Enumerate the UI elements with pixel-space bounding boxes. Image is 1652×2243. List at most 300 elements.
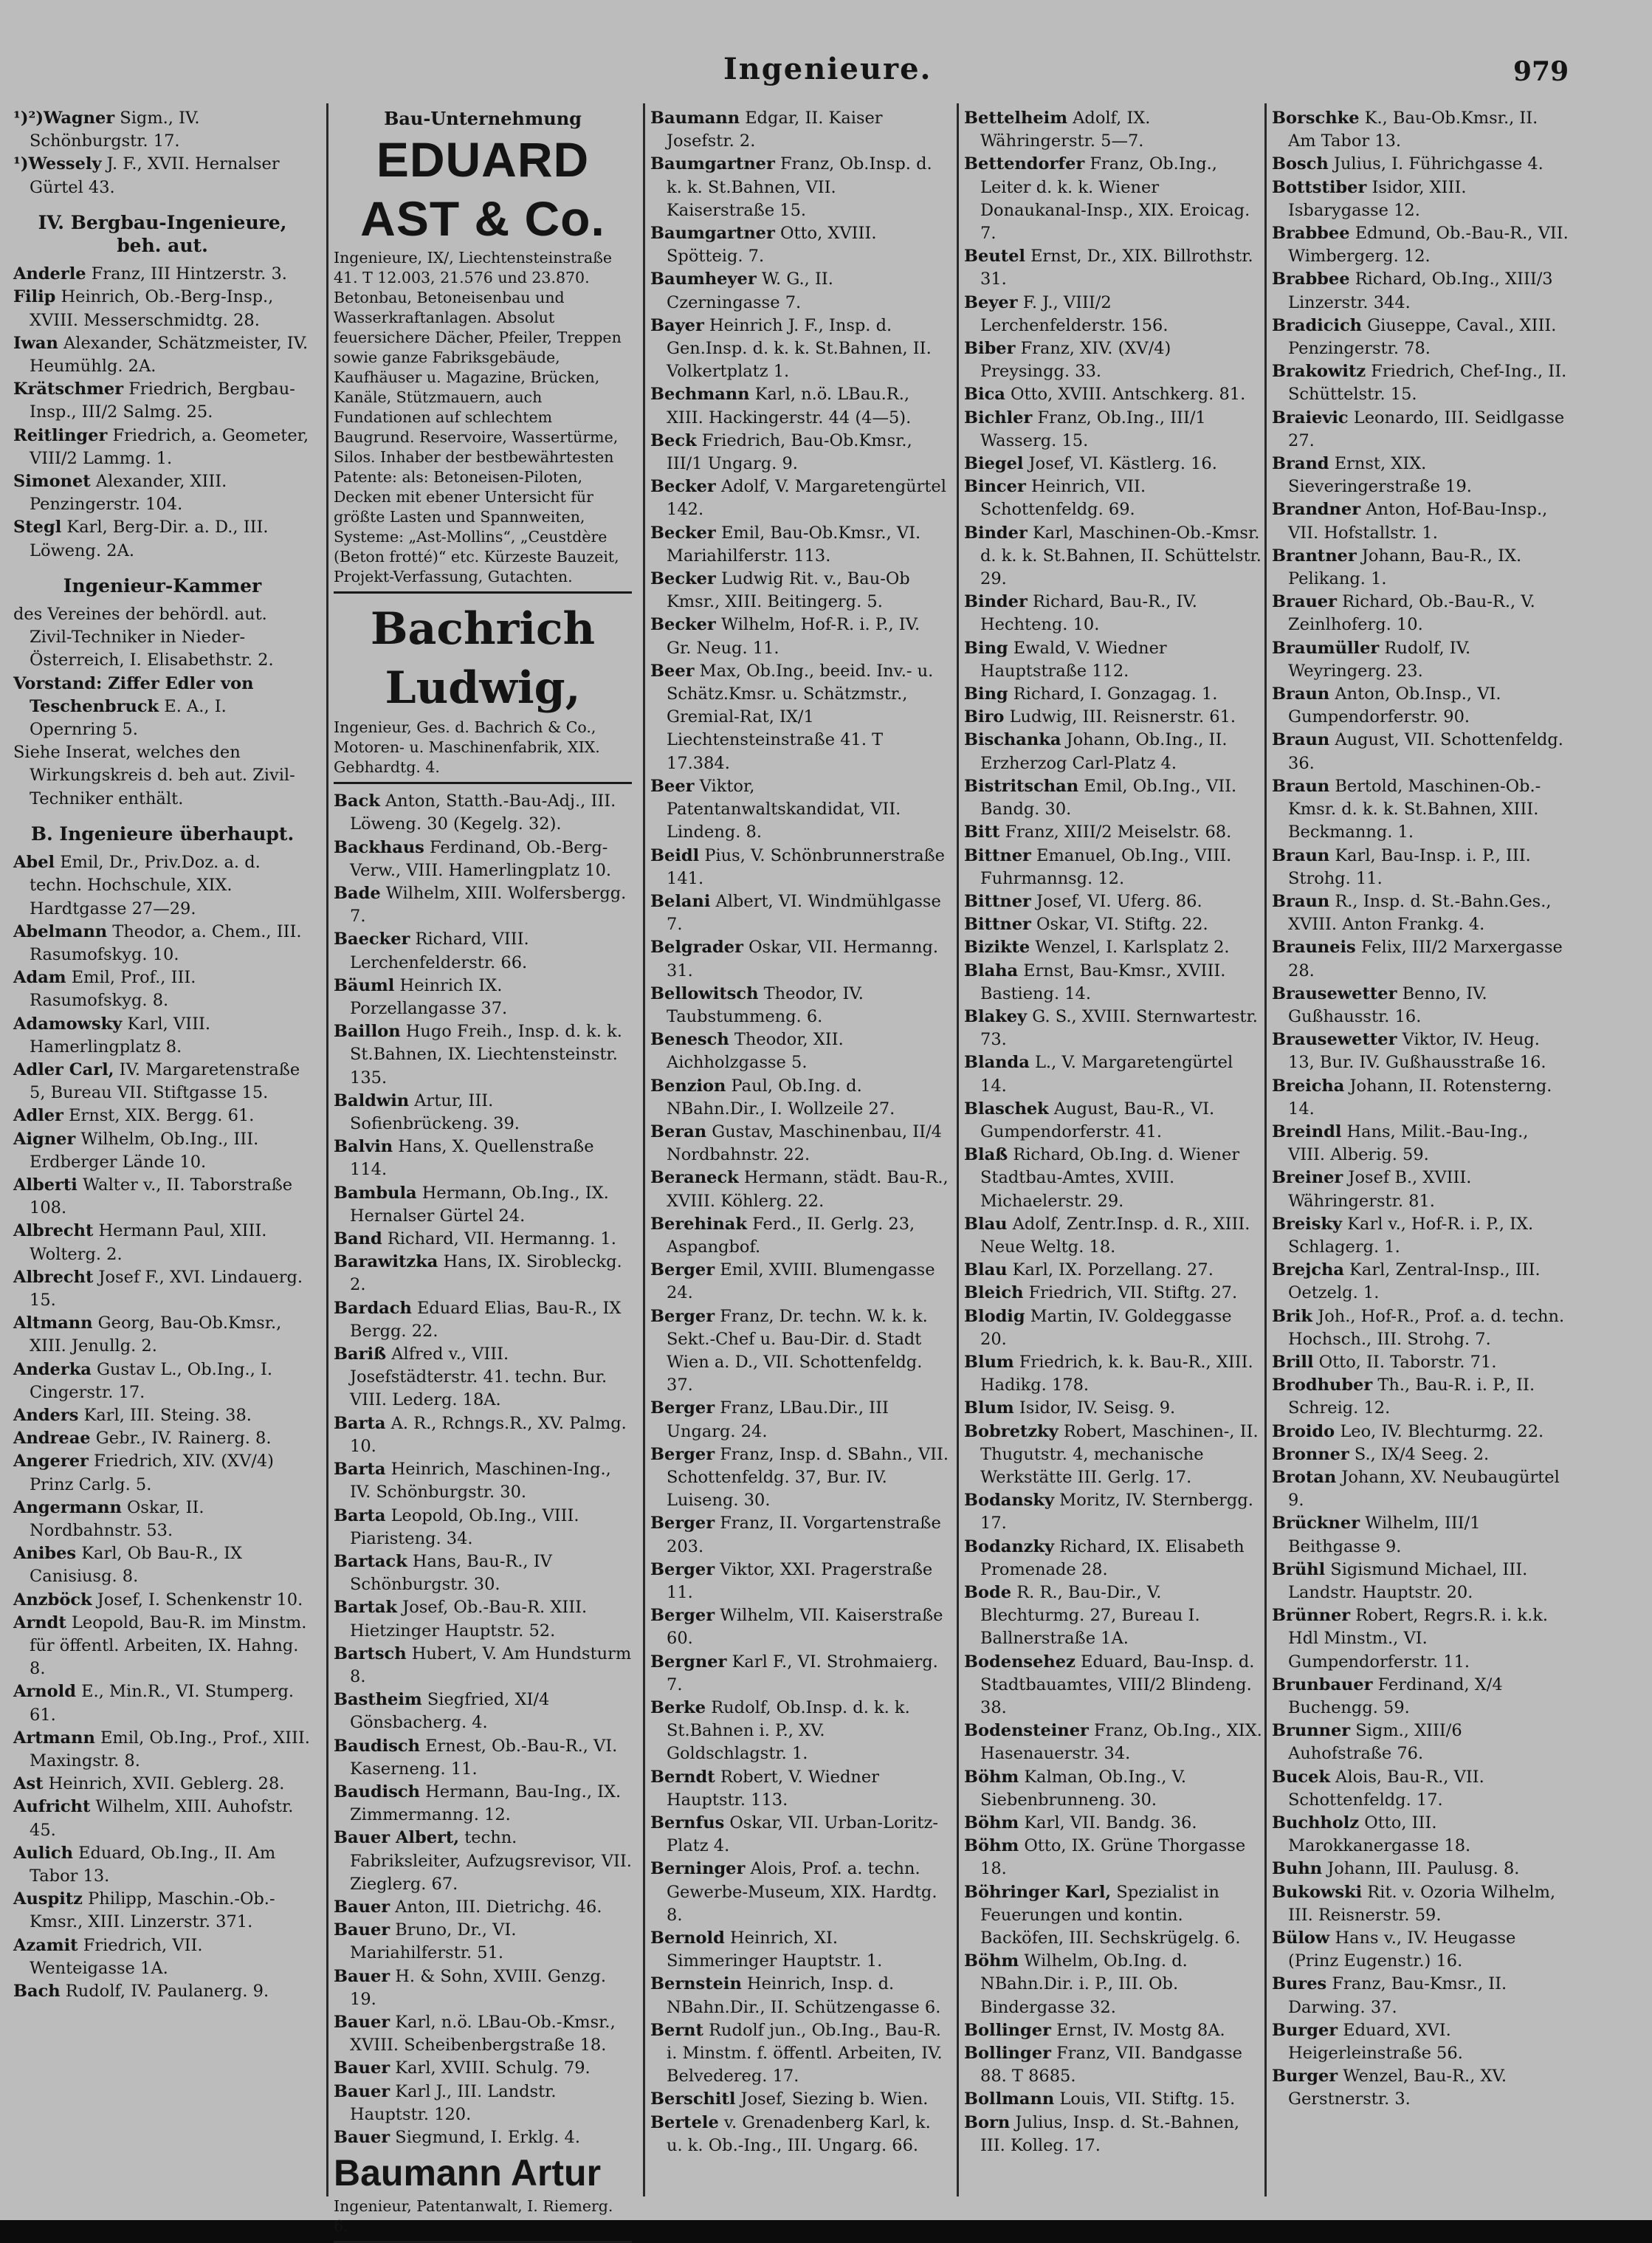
entry-details: Eduard Elias, Bau-R., IX Bergg. 22. — [350, 1298, 622, 1341]
entry-name: Becker — [650, 615, 716, 635]
directory-entry — [13, 1497, 312, 1542]
entry-name: Bitt — [964, 822, 1000, 842]
entry-name: Brantner — [1272, 546, 1357, 566]
entry-details: Ludwig, III. Reisnerstr. 61. — [1004, 707, 1236, 727]
entry-name: Bollmann — [964, 2089, 1055, 2109]
entry-name: Baumgartner — [650, 224, 775, 244]
entry-name: Brünner — [1272, 1606, 1351, 1626]
directory-entry — [650, 614, 949, 659]
entry-name: Bäuml — [334, 975, 395, 995]
entry-details: Benno, IV. Gußhausstr. 16. — [1288, 983, 1487, 1026]
entry-details: Giuseppe, Caval., XIII. Penzingerstr. 78. — [1288, 315, 1557, 359]
entry-name: Bronner — [1272, 1444, 1349, 1464]
entry-name: Bures — [1272, 1974, 1327, 1994]
entry-name: Bukowski — [1272, 1882, 1363, 1902]
entry-details: E. A., I. Opernring 5. — [30, 696, 227, 740]
entry-details: Isidor, XIII. Isbarygasse 12. — [1288, 177, 1467, 220]
directory-entry — [1272, 1028, 1570, 1074]
directory-entry — [964, 2019, 1262, 2042]
entry-details: Ewald, V. Wiedner Hauptstraße 112. — [980, 638, 1167, 681]
entry-details: Viktor, Patentanwaltskandidat, VII. Lindeng. 8. — [667, 776, 901, 842]
entry-name: Brabbee — [1272, 269, 1350, 289]
directory-entry — [13, 1589, 312, 1612]
entry-name: Baillon — [334, 1022, 401, 1042]
directory-entry — [1272, 775, 1570, 845]
entry-details: Oskar, VII. Urban-Loritz-Platz 4. — [667, 1813, 938, 1856]
entry-name: Borschke — [1272, 109, 1360, 128]
entry-details: Philipp, Maschin.-Ob.-Kmsr., XIII. Linzerstr. 371. — [30, 1889, 275, 1932]
entry-details: Edmund, Ob.-Bau-R., VII. Wimbergerg. 12. — [1288, 224, 1569, 267]
entry-details: Leo, IV. Blechturmg. 22. — [1335, 1421, 1544, 1441]
directory-entry — [650, 475, 949, 521]
directory-entry — [1272, 1213, 1570, 1259]
entry-name: Breisky — [1272, 1214, 1343, 1234]
entry-details: Franz, Insp. d. SBahn., VII. Schottenfeldg. 37, Bur. IV. Luiseng. 30. — [667, 1444, 949, 1511]
entry-details: J. F., XVII. Hernalser Gürtel 43. — [30, 154, 280, 197]
entry-name: Berschitl — [650, 2089, 736, 2109]
entry-name: Bardach — [334, 1298, 412, 1318]
entry-details: Karl J., III. Landstr. Hauptstr. 120. — [350, 2081, 557, 2124]
directory-entry — [964, 890, 1262, 913]
entry-name: Berger — [650, 1606, 715, 1626]
entry-name: Angermann — [13, 1497, 122, 1517]
entry-name: Bradicich — [1272, 315, 1363, 335]
directory-entry — [334, 1505, 632, 1550]
entry-details: Gustav, Maschinenbau, II/4 Nordbahnstr. 22. — [667, 1122, 942, 1165]
entry-name: Bartak — [334, 1598, 398, 1618]
entry-name: Brühl — [1272, 1559, 1326, 1579]
directory-entry — [1272, 936, 1570, 982]
entry-details: Richard, Bau-R., IV. Hechteng. 10. — [980, 592, 1197, 635]
directory-entry — [964, 522, 1262, 591]
directory-entry — [650, 2112, 949, 2157]
directory-entry — [650, 1075, 949, 1121]
entry-details: Ernst, Bau-Kmsr., XVIII. Bastieng. 14. — [980, 961, 1226, 1003]
entry-details: Robert, Regrs.R. i. k.k. Hdl Minstm., VI. Gumpendorferstr. 11. — [1288, 1606, 1549, 1672]
directory-entry — [13, 1358, 312, 1404]
entry-name: Albrecht — [13, 1267, 94, 1287]
ad-name: Baumann Artur — [334, 2152, 602, 2194]
entry-details: Spezialist in Feuerungen und kontin. Backöfen, III. Sechskrügelg. 6. — [980, 1882, 1241, 1948]
directory-entry — [964, 1213, 1262, 1259]
entry-name: Bollinger — [964, 2044, 1051, 2064]
entry-details: Franz, XIII/2 Meiselstr. 68. — [999, 822, 1232, 842]
directory-entry — [964, 821, 1262, 844]
advertisement-baumann — [334, 2149, 632, 2243]
entry-details: A. R., Rchngs.R., XV. Palmg. 10. — [350, 1413, 627, 1456]
entry-details: Sigm., IV. Schönburgstr. 17. — [30, 109, 200, 151]
directory-entry — [13, 1220, 312, 1265]
entry-name: Bosch — [1272, 154, 1329, 174]
ad-name: Bachrich Ludwig, — [370, 603, 596, 715]
directory-entry — [650, 1028, 949, 1074]
entry-name: Bodensehez — [964, 1652, 1075, 1672]
directory-entry — [964, 2088, 1262, 2111]
entry-name: Blaschek — [964, 1099, 1049, 1119]
entry-name: Böhringer Karl, — [964, 1882, 1112, 1902]
entry-details: Hans, IX. Sirobleckg. 2. — [350, 1252, 622, 1295]
directory-column-2 — [334, 107, 632, 2236]
directory-entry — [1272, 1512, 1570, 1558]
entry-name: Bincer — [964, 477, 1026, 497]
directory-entry — [650, 936, 949, 982]
entry-name: Abelmann — [13, 921, 108, 941]
directory-entry — [964, 453, 1262, 475]
entry-details: Wenzel, Bau-R., XV. Gerstnerstr. 3. — [1288, 2067, 1507, 2109]
entry-details: Oskar, VI. Stiftg. 22. — [1030, 915, 1208, 935]
directory-entry — [650, 315, 949, 384]
directory-entry — [13, 1266, 312, 1312]
entry-name: Brausewetter — [1272, 983, 1397, 1003]
ad-text: Ingenieure, IX/, Liechtensteinstraße 41. T 12.003, 21.576 und 23.870. Betonbau, Betoneisenbau und Wasserkraftanlagen. Absolut feuersichere Dächer, Pfeiler, Treppen sowie ganze Fabriksgebäude, Kaufhäuser u. Magazine, Brücken, Kanäle, Stützmauern, auch Fundationen auf schlechtem Baugrund. Reservoire, Wassertürme, Silos. Inhaber der bestbewährtesten Patente: als: Betoneisen-Piloten, Decken mit ebener Untersicht für größte Lasten und Spannweiten, Systeme: „Ast-Mollins“, „Ceustdère (Beton frotté)“ etc. Kürzeste Bauzeit, Projekt-Verfassung, Gutachten. — [334, 249, 622, 586]
directory-entry — [650, 1443, 949, 1513]
entry-details: Wilhelm, Hof-R. i. P., IV. Gr. Neug. 11. — [667, 615, 920, 658]
entry-name: Beidl — [650, 845, 700, 865]
entry-details: Robert, Maschinen-, II. Thugutstr. 4, mechanische Werkstätte III. Gerlg. 17. — [980, 1421, 1259, 1487]
entry-name: Binder — [964, 592, 1028, 612]
column-rule — [957, 103, 959, 2196]
entry-name: Braun — [1272, 684, 1330, 704]
directory-entry — [334, 2126, 632, 2149]
directory-entry — [334, 1297, 632, 1343]
entry-name: Barta — [334, 1505, 386, 1525]
entry-name: Brik — [1272, 1306, 1313, 1326]
directory-entry — [650, 1927, 949, 1973]
directory-entry — [964, 1282, 1262, 1305]
entry-name: Balvin — [334, 1137, 393, 1157]
section-heading: IV. Bergbau-Ingenieure, beh. aut. — [38, 211, 287, 257]
entry-details: Louis, VII. Stiftg. 15. — [1054, 2089, 1236, 2109]
entry-details: Hermann, städt. Bau-R., XVIII. Köhlerg. 22. — [667, 1168, 949, 1211]
entry-details: Hugo Freih., Insp. d. k. k. St.Bahnen, IX. Liechtensteinstr. 135. — [350, 1022, 622, 1088]
entry-name: Baldwin — [334, 1090, 410, 1110]
entry-name: Albrecht — [13, 1221, 94, 1241]
entry-name: Berger — [650, 1398, 715, 1418]
entry-details: Eduard, Bau-Insp. d. Stadtbauamtes, VIII/2 Blindeng. 38. — [980, 1652, 1255, 1718]
entry-name: Blaha — [964, 961, 1019, 980]
entry-name: ¹)Wessely — [13, 154, 102, 174]
entry-name: Brückner — [1272, 1514, 1360, 1533]
directory-entry — [1272, 1305, 1570, 1351]
entry-name: Beraneck — [650, 1168, 739, 1188]
entry-name: Broido — [1272, 1421, 1335, 1441]
entry-name: Brunner — [1272, 1721, 1351, 1741]
entry-details: Heinrich, Ob.-Berg-Insp., XVIII. Messerschmidtg. 28. — [30, 287, 274, 330]
directory-entry — [1272, 1766, 1570, 1812]
directory-entry — [1272, 360, 1570, 406]
entry-name: Vorstand: Ziffer Edler von Teschenbruck — [13, 673, 254, 716]
directory-entry — [964, 637, 1262, 683]
entry-details: Heinrich, VII. Schottenfeldg. 69. — [980, 477, 1146, 520]
entry-details: Richard, Ob.-Bau-R., V. Zeinlhoferg. 10. — [1288, 592, 1535, 635]
directory-entry — [13, 851, 312, 921]
entry-name: Bischanka — [964, 730, 1061, 750]
entry-name: Berger — [650, 1260, 715, 1280]
entry-name: Beer — [650, 776, 695, 796]
entry-details: Richard, VIII. Lerchenfelderstr. 66. — [350, 930, 529, 972]
directory-entry — [650, 2019, 949, 2089]
entry-details: Karl, Ob Bau-R., IX Canisiusg. 8. — [30, 1544, 243, 1587]
directory-entry — [964, 775, 1262, 821]
page-number: 979 — [1513, 56, 1569, 87]
directory-entry — [964, 683, 1262, 706]
directory-entry — [964, 845, 1262, 890]
directory-entry — [334, 1689, 632, 1734]
entry-name: Breiner — [1272, 1168, 1343, 1188]
entry-name: Buchholz — [1272, 1813, 1360, 1833]
entry-details: Edgar, II. Kaiser Josefstr. 2. — [667, 109, 883, 151]
entry-details: Alois, Bau-R., VII. Schottenfeldg. 17. — [1288, 1767, 1484, 1810]
entry-details: Hermann, Bau-Ing., IX. Zimmermanng. 12. — [350, 1782, 622, 1825]
entry-details: Karl v., Hof-R. i. P., IX. Schlagerg. 1. — [1288, 1214, 1534, 1257]
entry-name: Belgrader — [650, 938, 743, 958]
entry-name: ¹)²)Wagner — [13, 109, 115, 128]
entry-details: Gustav L., Ob.Ing., I. Cingerstr. 17. — [30, 1359, 273, 1402]
entry-name: Bittner — [964, 845, 1031, 865]
entry-name: Burger — [1272, 2020, 1338, 2040]
entry-details: Anton, Ob.Insp., VI. Gumpendorferstr. 90. — [1288, 684, 1501, 727]
entry-name: Becker — [650, 569, 716, 589]
entry-name: Benzion — [650, 1076, 726, 1096]
entry-name: Baecker — [334, 930, 410, 949]
entry-details: Josef B., XVIII. Währingerstr. 81. — [1288, 1168, 1472, 1211]
entry-name: Benesch — [650, 1030, 729, 1050]
directory-entry — [334, 1090, 632, 1136]
entry-details: Emil, Ob.Ing., VII. Bandg. 30. — [980, 776, 1237, 820]
directory-entry — [334, 790, 632, 836]
entry-name: Ast — [13, 1774, 44, 1794]
entry-name: Blaß — [964, 1145, 1008, 1165]
entry-name: Beran — [650, 1122, 707, 1141]
directory-entry — [1272, 545, 1570, 591]
column-rule — [326, 103, 328, 2196]
entry-details: Albert, VI. Windmühlgasse 7. — [667, 891, 941, 935]
entry-name: Bittner — [964, 915, 1031, 935]
entry-name: Blodig — [964, 1306, 1025, 1326]
entry-details: Wilhelm, III/1 Beithgasse 9. — [1288, 1514, 1481, 1556]
entry-details: R. R., Bau-Dir., V. Blechturmg. 27, Bureau I. Ballnerstraße 1A. — [980, 1583, 1200, 1649]
advertisement-astco — [334, 107, 632, 594]
entry-details: Adolf, Zentr.Insp. d. R., XIII. Neue Weltg. 18. — [980, 1214, 1250, 1257]
ad-text: Ingenieur, Patentanwalt, I. Riemerg. 6. — [334, 2197, 613, 2236]
directory-entry — [964, 1351, 1262, 1397]
entry-details: Anton, Statth.-Bau-Adj., III. Löweng. 30 (Kegelg. 32). — [350, 791, 616, 834]
entry-name: Bettelheim — [964, 109, 1068, 128]
entry-details: Otto, IX. Grüne Thorgasse 18. — [980, 1836, 1246, 1879]
directory-entry — [13, 1727, 312, 1773]
section-heading: Ingenieur-Kammer — [63, 574, 262, 597]
directory-entry — [1272, 315, 1570, 360]
entry-details: Emil, Ob.Ing., Prof., XIII. Maxingstr. 8. — [30, 1728, 310, 1771]
directory-entry — [1272, 453, 1570, 498]
entry-details: Georg, Bau-Ob.Kmsr., XIII. Jenullg. 2. — [30, 1313, 282, 1356]
entry-details: Richard, VII. Hermanng. 1. — [382, 1229, 616, 1249]
entry-details: L., V. Margaretengürtel 14. — [980, 1053, 1233, 1096]
directory-entry — [13, 921, 312, 966]
entry-details: Ernest, Ob.-Bau-R., VI. Kaserneng. 11. — [350, 1736, 618, 1779]
entry-details: Hans, X. Quellenstraße 114. — [350, 1137, 594, 1180]
entry-details: Richard, IX. Elisabeth Promenade 28. — [980, 1536, 1245, 1579]
entry-name: Braun — [1272, 891, 1330, 911]
directory-entry — [964, 2112, 1262, 2157]
entry-name: Bizikte — [964, 938, 1030, 958]
entry-details: des Vereines der behördl. aut. Zivil-Techniker in Nieder-Österreich, I. Elisabethstr. 2. — [13, 605, 274, 670]
directory-entry — [1272, 1674, 1570, 1720]
directory-entry — [964, 292, 1262, 337]
entry-name: Becker — [650, 477, 716, 497]
directory-entry — [650, 1604, 949, 1650]
entry-details: Siegfried, XI/4 Gönsbacherg. 4. — [350, 1690, 550, 1733]
entry-details: K., Bau-Ob.Kmsr., II. Am Tabor 13. — [1288, 109, 1538, 151]
directory-entry — [1272, 729, 1570, 774]
entry-name: Barta — [334, 1460, 386, 1480]
entry-details: E., Min.R., VI. Stumperg. 61. — [30, 1682, 295, 1725]
entry-details: Bruno, Dr., VI. Mariahilferstr. 51. — [350, 1920, 517, 1963]
directory-entry — [13, 470, 312, 516]
entry-name: Bauer — [334, 1897, 390, 1917]
entry-details: Heinrich, XI. Simmeringer Hauptstr. 1. — [667, 1928, 883, 1971]
entry-name: Adamowsky — [13, 1014, 123, 1034]
entry-details: Gebr., IV. Rainerg. 8. — [90, 1429, 272, 1449]
directory-entry — [964, 1421, 1262, 1490]
entry-name: Brandner — [1272, 500, 1361, 520]
entry-details: Karl, Zentral-Insp., III. Oetzelg. 1. — [1288, 1260, 1541, 1303]
directory-entry — [964, 1144, 1262, 1213]
directory-entry — [1272, 890, 1570, 936]
entry-details: Josef, VI. Uferg. 86. — [1030, 891, 1202, 911]
entry-name: Böhm — [964, 1767, 1019, 1787]
entry-name: Brausewetter — [1272, 1030, 1397, 1050]
entry-details: Friedrich, a. Geometer, VIII/2 Lammg. 1. — [30, 425, 309, 468]
entry-details: Siegmund, I. Erklg. 4. — [390, 2127, 581, 2147]
directory-entry — [1272, 1259, 1570, 1305]
directory-entry — [1272, 1075, 1570, 1121]
directory-entry — [13, 1450, 312, 1496]
entry-name: Baudisch — [334, 1782, 420, 1801]
entry-details: S., IX/4 Seeg. 2. — [1349, 1444, 1490, 1464]
entry-details: Karl, Maschinen-Ob.-Kmsr. d. k. k. St.Bahnen, II. Schüttelstr. 29. — [980, 523, 1262, 589]
directory-entry — [334, 2081, 632, 2126]
directory-entry — [334, 928, 632, 974]
directory-entry — [964, 2042, 1262, 2088]
directory-entry — [964, 1651, 1262, 1720]
entry-details: Richard, I. Gonzagag. 1. — [1008, 684, 1218, 704]
entry-details: Friedrich, Chef-Ing., II. Schüttelstr. 15. — [1288, 362, 1567, 405]
directory-entry — [13, 1842, 312, 1888]
entry-details: Heinrich J. F., Insp. d. Gen.Insp. d. k. k. St.Bahnen, II. Volkertplatz 1. — [667, 315, 932, 382]
directory-entry — [650, 660, 949, 775]
directory-entry — [964, 913, 1262, 936]
directory-entry — [334, 1827, 632, 1896]
entry-name: Blakey — [964, 1006, 1028, 1026]
entry-name: Berger — [650, 1559, 715, 1579]
entry-name: Bach — [13, 1982, 61, 2002]
entry-details: Alexander, XIII. Penzingerstr. 104. — [30, 472, 227, 515]
entry-details: Hans v., IV. Heugasse (Prinz Eugenstr.) 16. — [1288, 1928, 1516, 1971]
entry-name: Back — [334, 791, 380, 811]
directory-entry — [650, 845, 949, 890]
entry-name: Stegl — [13, 518, 62, 537]
entry-details: Paul, Ob.Ing. d. NBahn.Dir., I. Wollzeile 27. — [667, 1076, 895, 1119]
column-rule — [643, 103, 645, 2196]
entry-name: Anzböck — [13, 1590, 92, 1610]
column-rule — [1264, 103, 1267, 2196]
entry-name: Bica — [964, 385, 1005, 405]
entry-name: Bergner — [650, 1652, 727, 1672]
directory-entry — [1272, 268, 1570, 314]
directory-entry — [650, 1858, 949, 1927]
page-title: Ingenieure. — [723, 52, 932, 86]
entry-details: F. J., VIII/2 Lerchenfelderstr. 156. — [980, 292, 1169, 335]
entry-name: Brauneis — [1272, 938, 1356, 958]
entry-name: Azamit — [13, 1935, 78, 1955]
entry-details: Ernst, XIX. Sieveringerstraße 19. — [1288, 454, 1472, 497]
entry-details: Karl, n.ö. LBau.R., XIII. Hackingerstr. 44 (4—5). — [667, 385, 912, 427]
directory-entry — [13, 1174, 312, 1220]
entry-name: Braumüller — [1272, 638, 1380, 658]
entry-details: Franz, LBau.Dir., III Ungarg. 24. — [667, 1398, 889, 1441]
directory-entry — [1272, 1466, 1570, 1512]
entry-name: Bernold — [650, 1928, 725, 1948]
entry-name: Krätschmer — [13, 379, 124, 399]
entry-details: Emil, Bau-Ob.Kmsr., VI. Mariahilferstr. 113. — [667, 523, 921, 566]
entry-name: Bauer — [334, 1920, 390, 1940]
entry-details: Friedrich, Bau-Ob.Kmsr., III/1 Ungarg. 9. — [667, 430, 912, 474]
entry-name: Altmann — [13, 1313, 93, 1333]
entry-name: Arndt — [13, 1612, 66, 1632]
directory-entry — [964, 407, 1262, 453]
directory-entry — [1272, 1559, 1570, 1604]
entry-details: Otto, III. Marokkanergasse 18. — [1288, 1813, 1471, 1856]
directory-entry — [964, 1536, 1262, 1581]
entry-name: Beer — [650, 661, 695, 681]
directory-entry — [13, 378, 312, 424]
entry-name: Bollinger — [964, 2020, 1051, 2040]
entry-details: Theodor, IV. Taubstummeng. 6. — [667, 983, 864, 1026]
entry-name: Bartsch — [334, 1643, 407, 1663]
directory-entry — [650, 775, 949, 845]
directory-entry — [650, 1259, 949, 1305]
entry-name: Iwan — [13, 333, 58, 353]
entry-details: Theodor, XII. Aichholzgasse 5. — [667, 1030, 844, 1073]
directory-entry — [334, 1596, 632, 1642]
ad-logo: EDUARD AST & Co. — [360, 132, 605, 247]
entry-details: Isidor, IV. Seisg. 9. — [1013, 1398, 1176, 1418]
directory-entry — [1272, 1720, 1570, 1765]
directory-entry — [964, 1720, 1262, 1765]
entry-name: Bing — [964, 684, 1008, 704]
entry-details: Karl, III. Steing. 38. — [78, 1405, 252, 1425]
directory-entry — [650, 1397, 949, 1443]
entry-name: Bertele — [650, 2112, 719, 2132]
entry-details: Joh., Hof-R., Prof. a. d. techn. Hochsch., III. Strohg. 7. — [1288, 1306, 1565, 1349]
entry-name: Blum — [964, 1352, 1014, 1372]
directory-entry — [13, 1404, 312, 1427]
directory-entry — [1272, 591, 1570, 636]
directory-entry — [13, 1128, 312, 1174]
directory-entry — [1272, 498, 1570, 544]
entry-name: Adler Carl, — [13, 1059, 114, 1079]
entry-name: Artmann — [13, 1728, 95, 1748]
entry-details: Ernst, XIX. Bergg. 61. — [63, 1106, 255, 1126]
directory-entry — [964, 1397, 1262, 1420]
directory-entry — [650, 1973, 949, 2019]
directory-entry — [334, 1550, 632, 1596]
entry-name: Blum — [964, 1398, 1014, 1418]
entry-name: Berndt — [650, 1767, 715, 1787]
entry-name: Beutel — [964, 247, 1025, 267]
directory-entry — [1272, 1421, 1570, 1443]
